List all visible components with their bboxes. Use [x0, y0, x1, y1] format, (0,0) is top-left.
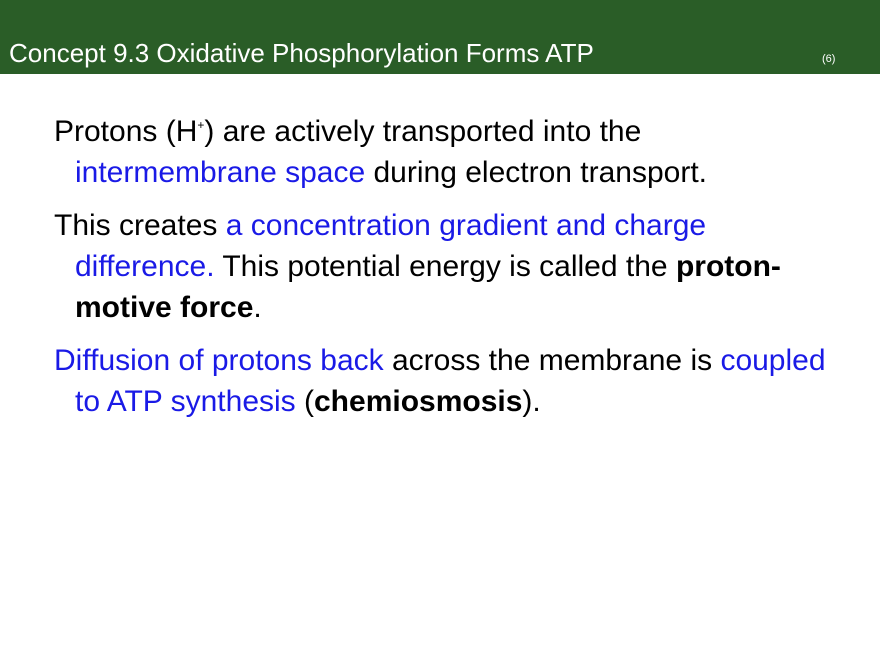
- text-segment: This creates: [54, 209, 226, 242]
- paragraph-protons-transport: [54, 111, 844, 193]
- term-proton-motive-force: proton-motive force: [75, 250, 781, 324]
- slide-body: [54, 111, 844, 434]
- text-segment: (: [295, 385, 314, 418]
- highlight-intermembrane-space: intermembrane space: [75, 156, 366, 189]
- text-segment: ).: [522, 385, 541, 418]
- term-chemiosmosis: chemiosmosis: [314, 385, 523, 418]
- slide-header: [0, 0, 880, 74]
- highlight-concentration-gradient: a concentration gradient and charge difference.: [75, 209, 707, 283]
- text-segment: .: [253, 291, 262, 324]
- paragraph-gradient: [54, 205, 844, 328]
- superscript-plus: +: [197, 118, 205, 132]
- paragraph-chemiosmosis: [54, 340, 844, 422]
- slide-title: Concept 9.3 Oxidative Phosphorylation Forms ATP: [9, 38, 594, 68]
- text-segment: during electron transport.: [365, 156, 708, 189]
- page-number: (6): [822, 53, 836, 65]
- text-segment: Protons (H: [54, 115, 198, 148]
- highlight-diffusion-of-protons: Diffusion of protons back: [54, 344, 384, 377]
- text-segment: This potential energy is called the: [214, 250, 676, 283]
- text-segment: ) are actively transported into the: [204, 115, 642, 148]
- text-segment: across the membrane is: [383, 344, 721, 377]
- highlight-coupled-to-atp: coupled to ATP synthesis: [75, 344, 826, 418]
